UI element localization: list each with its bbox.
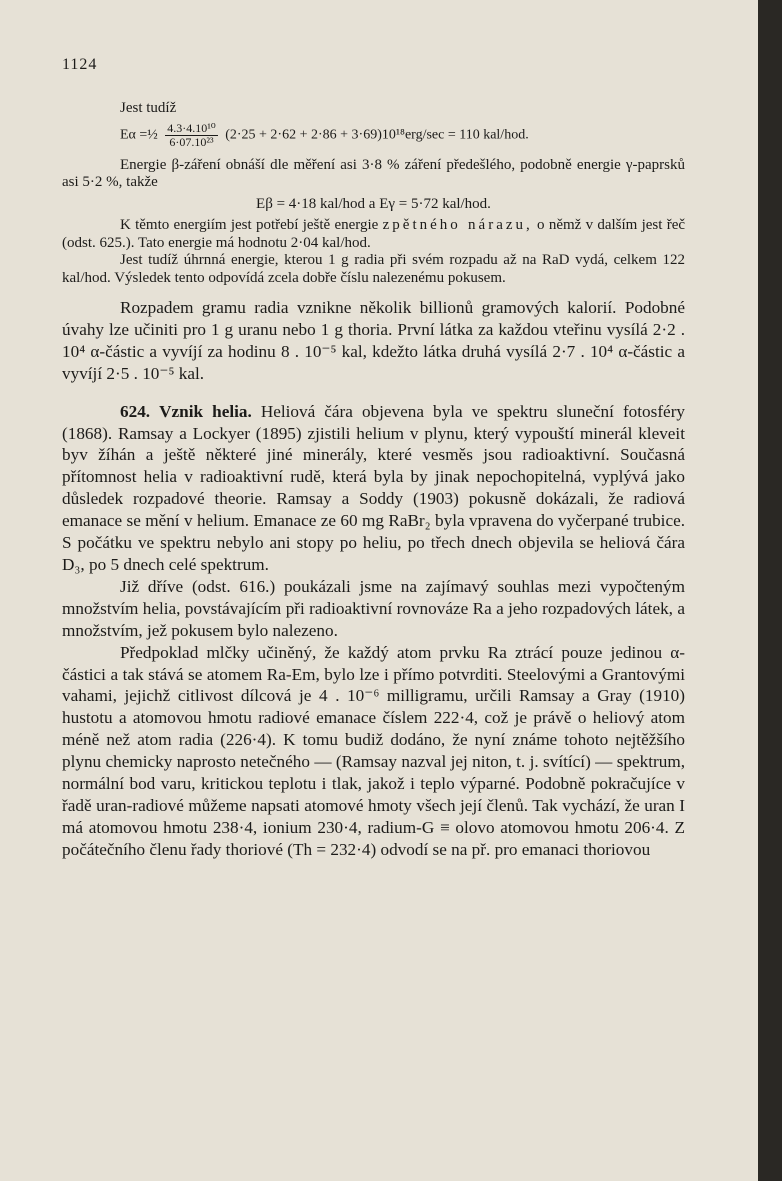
recoil-text-b: o němž v dalším jest řeč (odst. 625.). Tato energie má hodnotu 2·04 kal/hod. — [62, 217, 686, 251]
paragraph-helium-origin: Heliová čára objevena byla ve spektru sluneční fotosféry (1868). Ramsay a Lockyer (1895) zjistili helium v plynu, který vypouští minerál kleveit byv žíhán a ještě některé jiné minerály, které vesměs jsou radioaktivní. Současná přítomnost helia v radioaktivní rudě, která byla by jinak nepochopitelná, vyplývá jako důsledek rozpadové theorie. Ramsay a Soddy (1903) pokusně dokázali, že radiová emanace se mění v helium. Emanace ze 60 mg RaBr₂ byla vpravena do vyčerpané trubice. S počátku ve spektru nebylo ani stopy po heliu, po třech dnech objevila se heliová čára D₃, po 5 dnech celé spektrum. — [62, 401, 686, 574]
fraction-denominator: 6·07.10²³ — [169, 134, 214, 149]
section-number: 624. — [120, 401, 151, 421]
equation-beta-gamma: Eβ = 4·18 kal/hod a Eγ = 5·72 kal/hod. — [256, 195, 491, 212]
equation-alpha-lhs: Eα = — [120, 127, 148, 143]
equation-alpha-fraction — [165, 122, 217, 149]
small-print-block — [62, 100, 685, 287]
page-text — [62, 100, 685, 861]
recoil-term: zpětného nárazu, — [382, 217, 533, 233]
intro-line: Jest tudíž — [120, 100, 177, 116]
section-title: Vznik helia. — [159, 401, 252, 421]
paragraph-helium-agreement: Již dříve (odst. 616.) poukázali jsme na zajímavý souhlas mezi vypočteným množstvím helia, povstávajícím při radioaktivní rovnováze Ra a jeho rozpadových látek, a množstvím, jež pokusem bylo nalezeno. — [62, 576, 685, 640]
page-number: 1124 — [62, 56, 98, 73]
section-624 — [62, 401, 685, 576]
paragraph-total-energy: Jest tudíž úhrnná energie, kterou 1 g radia při svém rozpadu až na RaD vydá, celkem 122 kal/hod. Výsledek tento odpovídá zcela dobře číslu nalezenému pokusem. — [62, 252, 685, 286]
paragraph-recoil-energy — [62, 217, 685, 252]
fraction-numerator: 4.3·4.10¹⁰ — [167, 120, 216, 135]
paragraph-beta-energy: Energie β-záření obnáší dle měření asi 3·8 % záření předešlého, podobně energie γ-paprsků asi 5·2 %, takže — [62, 156, 685, 190]
equation-alpha-half: ½ — [147, 127, 158, 143]
book-spine-shadow — [758, 0, 782, 1181]
recoil-text-a: K těmto energiím jest potřebí ještě energie — [120, 217, 379, 233]
paragraph-atomic-mass: Předpoklad mlčky učiněný, že každý atom prvku Ra ztrácí pouze jedinou α-částici a tak stává se atomem Ra-Em, bylo lze i přímo potvrditi. Steelovými a Grantovými vahami, jejichž citlivost dílcová je 4 . 10⁻⁶ milligramu, určili Ramsay a Gray (1910) hustotu a atomovou hmotu radiové emanace číslem 222·4, což je právě o heliový atom méně než atom radia (226·4). K tomu budiž dodáno, že nyní známe tohoto nejtěžšího plynu chemicky naprosto netečného — (Ramsay nazval jej niton, t. j. svítící) — spektrum, normální bod varu, kritickou teplotu i tlak, jakož i teplo výparné. Podobně pokračujíce v řadě uran-radiové můžeme napsati atomové hmoty všech její členů. Tak vychází, že uran I má atomovou hmotu 238·4, ionium 230·4, radium-G ≡ olovo atomovou hmotu 206·4. Z počátečního členu řady thoriové (Th = 232·4) odvodí se na př. pro emanaci thoriovou — [62, 642, 685, 859]
equation-alpha — [120, 122, 685, 149]
equation-alpha-rhs: (2·25 + 2·62 + 2·86 + 3·69)10¹⁸erg/sec = 110 kal/hod. — [225, 127, 529, 143]
paragraph-gram-energy: Rozpadem gramu radia vznikne několik billionů gramových kalorií. Podobné úvahy lze učiniti pro 1 g uranu nebo 1 g thoria. První látka za každou vteřinu vysílá 2·2 . 10⁴ α-částic a vyvíjí za hodinu 8 . 10⁻⁵ kal, kdežto látka druhá vysílá 2·7 . 10⁴ α-částic a vyvíjí 2·5 . 10⁻⁵ kal. — [62, 298, 685, 383]
